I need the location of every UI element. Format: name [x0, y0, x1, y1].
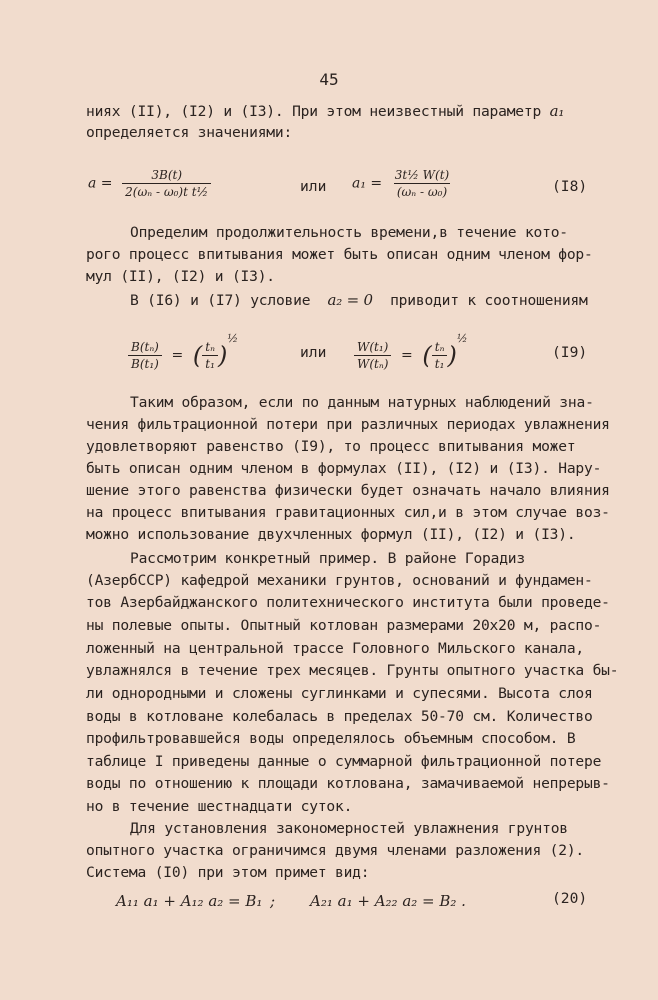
- equation-20-number: (20): [552, 890, 588, 907]
- eq18-lhs-fraction: [122, 168, 211, 199]
- eq19-left-power: ½: [227, 332, 238, 345]
- text-line: определяется значениями:: [86, 124, 293, 141]
- text-line: воды в котловане колебалась в пределах 50-70 см. Количество: [86, 708, 593, 725]
- text-line: тов Азербайджанского политехнического института были проведе-: [86, 594, 610, 611]
- eq19-right-numerator: W(t₁): [357, 340, 389, 354]
- eq19-right-ratio-numerator: tₙ: [434, 340, 445, 354]
- eq19-right-denominator: W(tₙ): [354, 355, 391, 371]
- text-line: быть описан одним членом в формулах (II), (I2) и (I3). Нару-: [86, 460, 602, 477]
- eq18-rhs-denominator: (ωₙ - ω₀): [394, 183, 450, 199]
- text-line: Рассмотрим конкретный пример. В районе Горадиз: [130, 550, 525, 567]
- equation-19-number: (I9): [552, 344, 588, 361]
- equation-19-right: [354, 332, 468, 371]
- text-line: шение этого равенства физически будет означать начало влияния: [86, 482, 610, 499]
- eq18-lhs-denominator: 2(ωₙ - ω₀)t t½: [122, 183, 211, 199]
- eq19-right-equals: =: [401, 347, 413, 364]
- eq19-left-equals: =: [171, 347, 184, 364]
- text-line: ложенный на центральной трассе Головного Мильского канала,: [86, 640, 584, 657]
- eq19-left-ratio-numerator: tₙ: [205, 340, 215, 354]
- text-line-content: ниях (II), (I2) и (I3). При этом неизвестный параметр: [86, 103, 542, 120]
- para3-start: В (I6) и (I7) условие: [130, 292, 311, 309]
- left-paren-icon: (: [422, 341, 432, 370]
- equation-18-number: (I8): [552, 178, 588, 195]
- text-line: Определим продолжительность времени,в течение кото-: [130, 224, 568, 241]
- eq19-left-ratio-denominator: t₁: [202, 355, 218, 371]
- right-paren-icon: ): [447, 341, 457, 370]
- text-line: Таким образом, если по данным натурных наблюдений зна-: [130, 394, 594, 411]
- eq18-or: или: [300, 178, 327, 195]
- text-line: таблице I приведены данные о суммарной фильтрационной потере: [86, 753, 602, 770]
- text-line: удовлетворяют равенство (I9), то процесс впитывания может: [86, 438, 576, 455]
- eq18-rhs-var: a₁ =: [352, 175, 383, 192]
- text-line: [86, 102, 564, 120]
- equation-20-first: A₁₁ a₁ + A₁₂ a₂ = B₁: [116, 892, 263, 910]
- eq18-rhs-fraction: [392, 168, 452, 199]
- equation-20-separator: ;: [270, 892, 276, 910]
- text-line: [130, 291, 588, 309]
- text-line: воды по отношению к площади котлована, замачиваемой непрерыв-: [86, 775, 610, 792]
- equation-20-second: A₂₁ a₁ + A₂₂ a₂ = B₂ .: [310, 892, 466, 910]
- text-line: опытного участка ограничимся двумя членами разложения (2).: [86, 842, 584, 859]
- eq18-rhs-numerator: 3t½ W(t): [394, 168, 450, 182]
- text-line: Для установления закономерностей увлажнения грунтов: [130, 820, 568, 837]
- text-line: профильтровавшейся воды определялось объемным способом. В: [86, 730, 576, 747]
- text-line: но в течение шестнадцати суток.: [86, 798, 353, 815]
- text-line: (АзербССР) кафедрой механики грунтов, оснований и фундамен-: [86, 572, 593, 589]
- text-line: на процесс впитывания гравитационных сил,и в этом случае воз-: [86, 504, 610, 521]
- equation-18-right: [352, 168, 452, 199]
- eq18-lhs-var: a =: [88, 175, 113, 192]
- para3-end: приводит к соотношениям: [390, 292, 588, 309]
- text-line: ны полевые опыты. Опытный котлован размерами 20х20 м, распо-: [86, 617, 602, 634]
- right-paren-icon: ): [217, 341, 228, 370]
- eq19-left-denominator: B(t₁): [128, 355, 162, 371]
- page-number: 45: [319, 70, 339, 89]
- eq19-right-ratio-denominator: t₁: [432, 355, 448, 371]
- left-paren-icon: (: [192, 341, 203, 370]
- eq19-right-ratio: [432, 340, 448, 371]
- text-line: Система (I0) при этом примет вид:: [86, 864, 370, 881]
- condition-formula: a₂ = 0: [327, 291, 373, 309]
- text-line: можно использование двухчленных формул (II), (I2) и (I3).: [86, 526, 576, 543]
- eq19-right-power: ½: [456, 332, 468, 345]
- equation-19-left: [128, 332, 238, 371]
- eq18-lhs-numerator: 3B(t): [151, 168, 182, 182]
- text-line: мул (II), (I2) и (I3).: [86, 268, 275, 285]
- text-line: увлажнялся в течение трех месяцев. Грунты опытного участка бы-: [86, 662, 619, 679]
- equation-18-left: [88, 168, 211, 199]
- eq19-left-fraction: [128, 340, 162, 371]
- param-symbol: a₁: [549, 102, 565, 120]
- text-line: ли однородными и сложены суглинками и супесями. Высота слоя: [86, 685, 593, 702]
- text-line: рого процесс впитывания может быть описан одним членом фор-: [86, 246, 593, 263]
- eq19-right-fraction: [354, 340, 391, 371]
- text-line: чения фильтрационной потери при различных периодах увлажнения: [86, 416, 610, 433]
- eq19-or: или: [300, 344, 327, 361]
- eq19-left-ratio: [202, 340, 218, 371]
- eq19-left-numerator: B(tₙ): [131, 340, 159, 354]
